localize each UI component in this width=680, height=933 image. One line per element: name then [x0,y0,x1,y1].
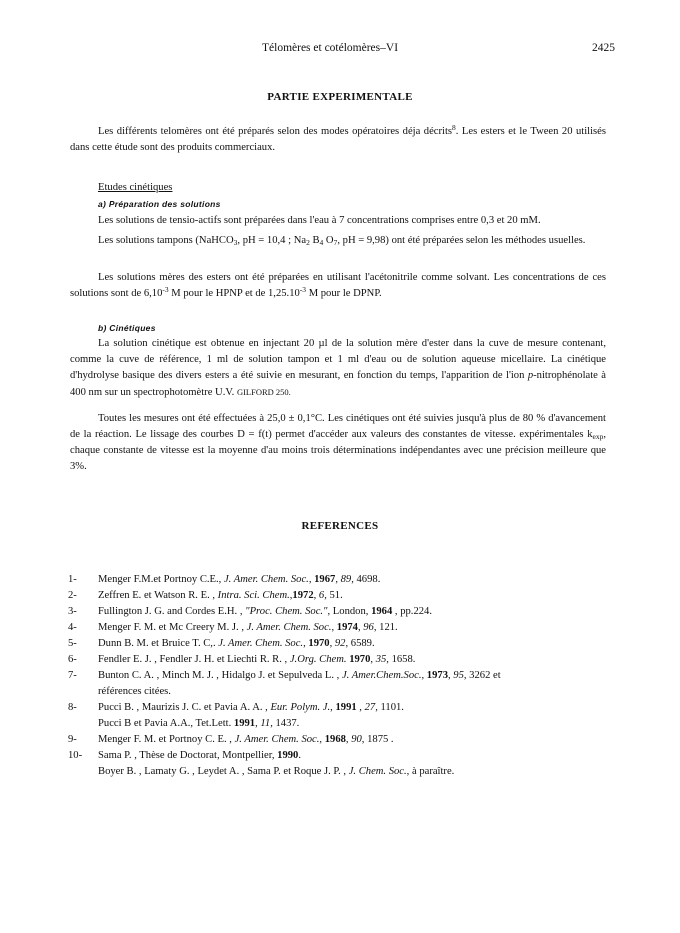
reference-item [68,572,628,588]
reference-item [68,748,628,764]
reference-year: 1973 [426,670,448,681]
reference-authors: Menger F.M.et Portnoy C.E., [98,574,224,585]
reference-pages: , 1658. [386,654,416,665]
reference-vol: 11 [260,718,271,729]
reference-journal: J.Org. Chem. [289,654,347,665]
reference-number: 5- [68,638,77,649]
reference-comma: , [447,670,454,681]
reference-year: 1990 [277,750,299,761]
prep-paragraph-1: Les solutions de tensio-actifs sont préparées dans l'eau à 7 concentrations comprises entre 0,3 et 20 mM. [98,215,541,226]
reference-number: 10- [68,750,83,761]
reference-journal: J. Amer. Chem. Soc. [218,638,304,649]
reference-number: 9- [68,734,77,745]
reference-pages: , 121. [373,622,398,633]
reference-vol: 95 [453,670,464,681]
reference-sep: , à paraître. [406,766,455,777]
reference-authors: Pucci B et Pavia A.A., Tet.Lett. [98,718,234,729]
references-list [68,572,628,780]
reference-number: 2- [68,590,77,601]
reference-sep: , [331,622,337,633]
reference-comma: , [357,622,364,633]
reference-pages: , 3262 et [463,670,501,681]
reference-vol: 27 [364,702,376,713]
reference-authors: Fullington J. G. and Cordes E.H. , [98,606,246,617]
reference-authors: Zeffren E. et Watson R. E. , [98,590,218,601]
reference-continuation: références citées. [98,686,171,697]
reference-item [68,668,628,700]
reference-authors: Dunn B. M. et Bruice T. C,. [98,638,219,649]
reference-number: 1- [68,574,77,585]
reference-sep: , London, [327,606,372,617]
reference-comma: , [329,638,335,649]
reference-authors: Pucci B. , Maurizis J. C. et Pavia A. A. , [98,702,271,713]
reference-authors: Menger F. M. et Mc Creery M. J. , [98,622,247,633]
intro-paragraph: Les différents telomères ont été préparés selon des modes opératoires déja décrits$^8$. Les esters et le Tween 20 utilisés dans cette étude sont des produits commerciaux. [70,123,606,153]
reference-pages: , 51. [324,590,343,601]
reference-item [68,620,628,636]
reference-number: 8- [68,702,77,713]
reference-sep: , [319,734,325,745]
reference-pages: , 1437. [270,718,300,729]
reference-sep: , [289,590,293,601]
reference-year: 1970 [308,638,330,649]
reference-item [68,716,628,732]
reference-year: 1991 [233,718,256,729]
cinetiques-paragraph-2: Toutes les mesures ont été effectuées à 25,0 ± 0,1°C. Les cinétiques ont été suivies jusqu'à plus de 80 % d'avancement de la réaction. Le lissage des courbes D = f(t) permet d'accéder aux valeurs des constantes de vitesse. expérimentales $k_{exp}$, chaque constante de vitesse est la moyenne d'au moins trois déterminations indépendantes avec une précision meilleure que 3%. [70,413,606,472]
reference-comma: , [313,590,319,601]
reference-comma: , [370,654,376,665]
reference-number: 7- [68,670,77,681]
reference-pages: , 1101. [375,702,404,713]
prep-heading: a) Préparation des solutions [98,199,221,209]
reference-journal: J. Amer. Chem. Soc. [234,734,320,745]
reference-number: 6- [68,654,77,665]
reference-item [68,588,628,604]
reference-vol: 96 [363,622,374,633]
reference-item [68,732,628,748]
reference-comma: , [335,574,341,585]
reference-authors: Bunton C. A. , Minch M. J. , Hidalgo J. et Sepulveda L. , [98,670,342,681]
reference-year: 1967 [314,574,336,585]
reference-pages: , pp.224. [392,606,432,617]
reference-sep: , [303,638,309,649]
reference-pages: . [298,750,301,761]
reference-journal: Eur. Polym. J. [270,702,331,713]
reference-journal: "Proc. Chem. Soc." [245,606,328,617]
reference-journal: J. Amer. Chem. Soc. [246,622,332,633]
running-header-title: Télomères et cotélomères–VI [262,42,399,54]
reference-comma: , [255,718,261,729]
etudes-label: Etudes cinétiques [98,182,173,193]
reference-authors: Menger F. M. et Portnoy C. E. , [98,734,235,745]
reference-authors: Fendler E. J. , Fendler J. H. et Liechti R. R. , [98,654,290,665]
page-number: 2425 [592,42,615,54]
prep-paragraph-2: Les solutions tampons (NaHCO$_3$, pH = 10,4 ; $Na_2$ $B_4$ $O_7$, pH = 9,98) ont été préparées selon les méthodes usuelles. [98,235,586,247]
cinetiques-paragraph-1: La solution cinétique est obtenue en injectant 20 µl de la solution mère d'ester dans la cuve de mesure contenant, comme la cuve de référence, 1 ml de solution tampon et 1 ml d'eau ou de solution aqueuse micellaire. La cinétique d'hydrolyse basique des divers esters a été suivie en mesurant, en fonction du temps, l'apparition de l'ion p-nitrophénolate à 400 nm sur un spectrophotomètre U.V. GILFORD 250. [70,338,606,398]
reference-item [68,652,628,668]
reference-item [68,700,628,716]
reference-comma: , [345,734,352,745]
references-heading: REFERENCES [301,520,379,532]
reference-year: 1972 [292,590,314,601]
reference-journal: J. Chem. Soc. [348,766,407,777]
reference-vol: 35 [375,654,387,665]
reference-year: 1991 [335,702,357,713]
reference-year: 1974 [336,622,358,633]
reference-item [68,764,628,780]
reference-vol: 89 [340,574,352,585]
reference-vol: 92 [334,638,346,649]
reference-journal: Intra. Sci. Chem. [217,590,290,601]
reference-sep: , [308,574,315,585]
reference-journal: J. Amer. Chem. Soc. [223,574,309,585]
reference-year: 1970 [349,654,371,665]
reference-vol: 90 [351,734,362,745]
reference-vol: 6 [318,590,325,601]
reference-sep: , [330,702,336,713]
reference-number: 3- [68,606,77,617]
reference-authors: Sama P. , Thèse de Doctorat, Montpellier, [98,750,278,761]
reference-number: 4- [68,622,77,633]
reference-pages: , 4698. [351,574,381,585]
cinetiques-heading: b) Cinétiques [98,323,156,333]
reference-pages: , 6589. [345,638,375,649]
reference-authors: Boyer B. , Lamaty G. , Leydet A. , Sama P. et Roque J. P. , [98,766,349,777]
reference-item [68,604,628,620]
reference-year: 1964 [371,606,393,617]
prep-paragraph-3: Les solutions mères des esters ont été préparées en utilisant l'acétonitrile comme solvant. Les concentrations de ces solutions sont de $6,10^{-3}$ M pour le HPNP et de $1,25.10^{-3}$ M pour le DPNP. [70,272,606,299]
reference-pages: , 1875 . [361,734,394,745]
reference-year: 1968 [324,734,346,745]
reference-comma: , [356,702,365,713]
partie-heading: PARTIE EXPERIMENTALE [267,91,413,103]
reference-journal: J. Amer.Chem.Soc. [341,670,422,681]
reference-sep: , [421,670,427,681]
reference-item [68,636,628,652]
